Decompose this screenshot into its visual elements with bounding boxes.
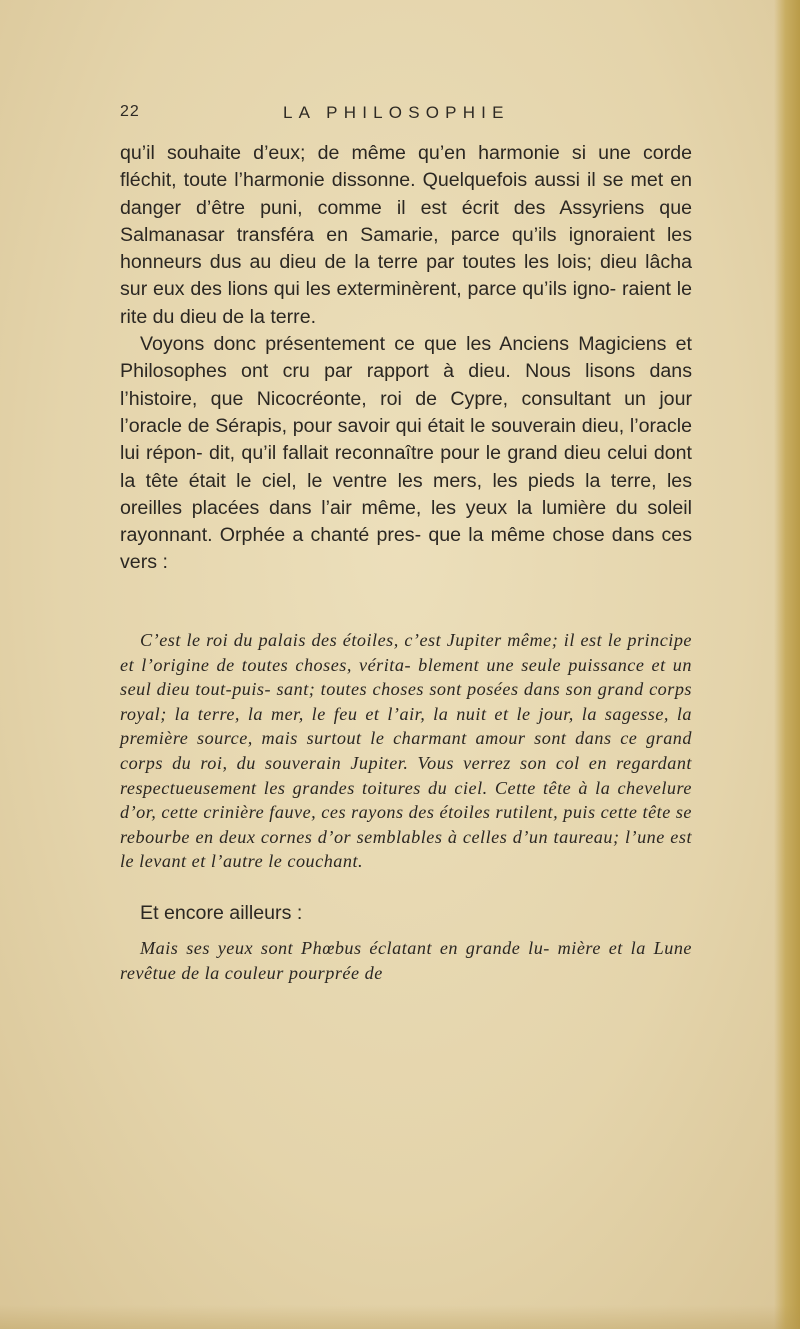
quote-text: C’est le roi du palais des étoiles, c’est Jupiter même; il est le principe et l’origine de toutes choses, vérita- blement une seule puissance et un seul dieu tout-puis- sant; toutes choses sont posées dans son grand corps royal; la terre, la mer, le feu et l’air, la nuit et le jour, la sagesse, la première source, mais surtout le charmant amour sont dans ce grand corps du roi, du souverain Jupiter. Vous verrez son col en regardant respectueusement les grandes toitures du ciel. Cette tête à la chevelure d’or, cette crinière fauve, ces rayons des étoiles rutilent, puis cette tête se rebourbe en deux cornes d’or semblables à celles d’un taureau; l’une est le levant et l’autre le couchant. [120, 630, 692, 872]
paragraph: qu’il souhaite d’eux; de même qu’en harmonie si une corde fléchit, toute l’harmonie dissonne. Quelquefois aussi il se met en danger d’être puni, comme il est écrit des Assyriens que Salmanasar transféra en Samarie, parce qu’ils ignoraient les honneurs dus au dieu de la terre par toutes les lois; dieu lâcha sur eux des lions qui les exterminèrent, parce qu’ils igno- raient le rite du dieu de la terre. [120, 142, 692, 328]
running-title: LA PHILOSOPHIE [283, 103, 510, 122]
body-text [120, 140, 692, 577]
page-number: 22 [120, 103, 140, 120]
lead-in-text: Et encore ailleurs : [140, 902, 303, 924]
quote-text: Mais ses yeux sont Phœbus éclatant en grande lu- mière et la Lune revêtue de la couleur pourprée de [120, 938, 692, 983]
page-bottom-shadow [0, 1305, 800, 1329]
paragraph: Voyons donc présentement ce que les Anciens Magiciens et Philosophes ont cru par rapport à dieu. Nous lisons dans l’histoire, que Nicocréonte, roi de Cypre, consultant un jour l’oracle de Sérapis, pour savoir qui était le souverain dieu, l’oracle lui répon- dit, qu’il fallait reconnaître pour le grand dieu celui dont la tête était le ciel, le ventre les mers, les pieds la terre, les oreilles placées dans l’air même, les yeux la lumière du soleil rayonnant. Orphée a chanté pres- que la même chose dans ces vers : [120, 333, 692, 574]
page-header [120, 103, 680, 127]
verse-quote [120, 628, 692, 874]
verse-quote-continued [120, 936, 692, 985]
page-edge-shadow [774, 0, 800, 1329]
